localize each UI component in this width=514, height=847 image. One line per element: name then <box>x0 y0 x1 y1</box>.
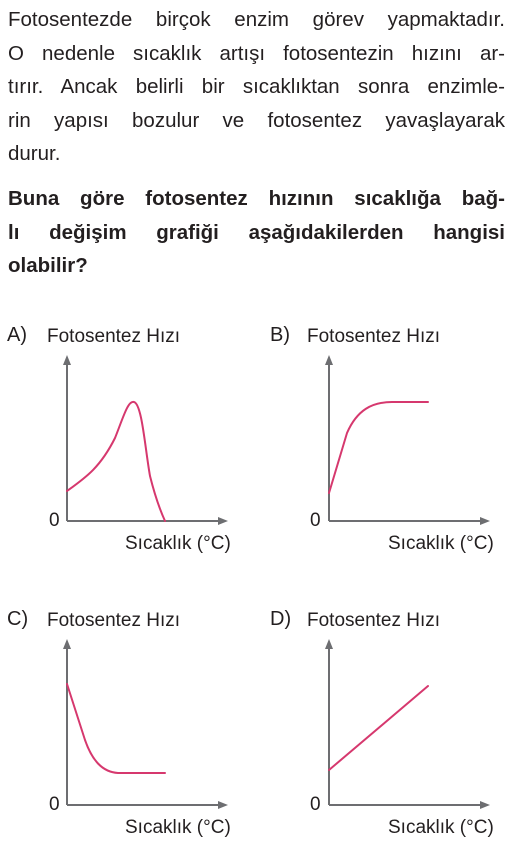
question-line: lı değişim grafiği aşağıdakilerden hangisi <box>8 220 505 244</box>
origin-label: 0 <box>310 794 321 815</box>
option-letter: D) <box>270 608 292 630</box>
intro-line: tırır. Ancak belirli bir sıcaklıktan sonra enzimle- <box>8 75 505 99</box>
origin-label: 0 <box>49 794 60 815</box>
x-axis-label: Sıcaklık (°C) <box>125 817 231 838</box>
y-axis-label: Fotosentez Hızı <box>47 326 181 347</box>
y-axis-label: Fotosentez Hızı <box>47 610 181 631</box>
curve-a <box>67 402 165 521</box>
option-letter: B) <box>270 324 290 346</box>
graph-b <box>262 318 512 558</box>
intro-line: rin yapısı bozulur ve fotosentez yavaşlayarak <box>8 108 505 132</box>
curve-d <box>329 686 428 770</box>
x-axis-arrow <box>480 517 490 525</box>
x-axis-arrow <box>480 801 490 809</box>
option-a[interactable] <box>0 318 250 558</box>
y-axis-arrow <box>325 355 333 365</box>
question-line: olabilir? <box>8 254 88 278</box>
y-axis-arrow <box>63 355 71 365</box>
intro-line: O nedenle sıcaklık artışı fotosentezin hızını ar- <box>8 41 505 65</box>
y-axis-label: Fotosentez Hızı <box>307 326 441 347</box>
x-axis-label: Sıcaklık (°C) <box>388 817 494 838</box>
y-axis-label: Fotosentez Hızı <box>307 610 441 631</box>
x-axis-arrow <box>218 517 228 525</box>
question-text <box>8 182 505 283</box>
y-axis-arrow <box>325 639 333 649</box>
curve-c <box>67 684 165 773</box>
x-axis-label: Sıcaklık (°C) <box>388 533 494 554</box>
origin-label: 0 <box>310 510 321 531</box>
intro-paragraph <box>8 3 505 171</box>
curve-b <box>329 402 428 493</box>
y-axis-arrow <box>63 639 71 649</box>
intro-line: Fotosentezde birçok enzim görev yapmaktadır. <box>8 8 505 31</box>
graph-d <box>262 602 512 842</box>
x-axis-arrow <box>218 801 228 809</box>
option-letter: A) <box>7 324 27 346</box>
origin-label: 0 <box>49 510 60 531</box>
question-line: Buna göre fotosentez hızının sıcaklığa bağ- <box>8 187 505 210</box>
graph-a <box>0 318 250 558</box>
option-d[interactable] <box>262 602 512 842</box>
graph-c <box>0 602 250 842</box>
intro-line: durur. <box>8 142 61 166</box>
option-b[interactable] <box>262 318 512 558</box>
option-c[interactable] <box>0 602 250 842</box>
option-letter: C) <box>7 608 29 630</box>
x-axis-label: Sıcaklık (°C) <box>125 533 231 554</box>
